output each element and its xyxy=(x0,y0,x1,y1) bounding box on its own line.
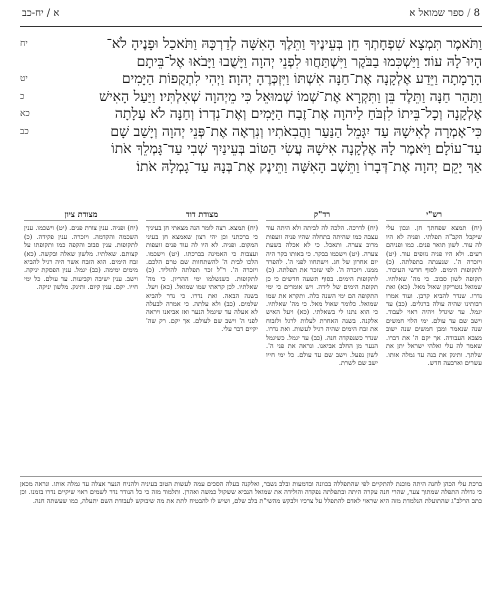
verse-number: כב xyxy=(20,126,29,137)
verse-text: הָיוּ־לָהּ עוֹד׃ וַיַּשְׁכִּמוּ בַבֹּקֶר וַיִּשְׁתַּחֲווּ לִפְנֵי יְהוָה וַיָּשֻׁבוּ וַיָּבֹאוּ אֶל־בֵּיתָם xyxy=(136,53,482,70)
column-title: מצודת דוד xyxy=(146,210,258,221)
column-text: (יח) ופניה. ענין צורת פנים. (יט) וישכמו. ענין השכמה והקדמה. ויזכרה. ענין פקידה. (כ) לתקופות. ענין סבוב והקפה כמו ותקופתו על קצותם. שאלתיו. מלשון שאלה ובקשה. (כא) זבח הימים. הוא הזבח אשר היה רגיל להביא מימים ימימה. (כב) יגמל. ענין הפסקת יניקה. וישב. ענין ישיבה וקביעות. עד עולם. כל ימי חייו. יקם. ענין קיום. ותינק. מלשון יניקה. xyxy=(24,224,138,292)
verse-number: כ xyxy=(20,91,25,102)
book-title: 8 / ספר שמואל א xyxy=(409,8,480,19)
verse-text: וַתֹּאמֶר תִּמְצָא שִׁפְחָתְךָ חֵן בְּעֵינֶיךָ וַתֵּלֶךְ הָאִשָּׁה לְדַרְכָּהּ וַתֹּאכַל וּפָנֶיהָ לֹא־ xyxy=(106,36,482,52)
book-name: ספר שמואל א xyxy=(409,8,464,19)
verse-line xyxy=(20,71,482,89)
verse-number xyxy=(20,159,34,177)
column-text: (יח) לדרכה. הלכה לה לביתה ולא היתה עוד עצבה כמו שהיתה בתחלה שהיו פניה זועפות מרוב צערה. ותאכל. כי לא אכלה בשעת צערה. (יט) וישכמו בבקר. כי באותו בקר היה יום אחרון של חג. וישתחוו לפני ה'. להפרד ממנו. ויזכרה ה'. לפי שזכר את תפלתה. (כ) לתקופות הימים. בסוף תשעה חדשים כי כן תקופת הימים של לידה. ויש אומרים כי ימי התקופה הם ימי השנה כלה. ותקרא את שמו שמואל. כלומר שאול מאל. כי מה' שאלתיו. כי הוא נתנו לי בשאלתי. (כא) ויעל האיש אלקנה. בשנה האחרת לעלות לרגל ולזבוח את זבח הימים שהיה רגיל לעשות. ואת נדרו. שנדר כשנפקדה חנה. (כב) עד יגמל. כשיגמל הנער מן החלב אביאנו. ונראה את פני ה'. לשון נפעל. וישב שם עד עולם. כל ימי חייו ישב שם לשרת. xyxy=(266,224,378,367)
column-text: (יח) תמצא. רצה לומר הנה מצאתי חן בעיניך כי ברכתני וכן יהי רצון שאמצא חן בעיני המקום. ופניה. לא היו לה עוד פנים זועפות ועצבות כי האמינה בברכתו. (יט) וישכמו. הלכו לבית ה' להשתחוות שם טרם הלכם. ויזכרה ה'. ר"ל זכר תפלתה להוליד. (כ) לתקופות. כשנשלמו ימי ההריון. כי מה' שאלתיו. לכן קראתי שמו שמואל. (כא) ויעל. בשנה הבאה. ואת נדרו. כי נדר להביא שלמים. (כב) ולא עלתה. כי אמרה לבעלה לא אעלה עד שיגמל הנער ואז אביאנו ויראה לפני ה' וישב שם לעולם. אך יקם. רק שה' יקיים דבר עלי. xyxy=(146,224,258,334)
verse-text: הָרָמָתָה וַיֵּדַע אֶלְקָנָה אֶת־חַנָּה אִשְׁתּוֹ וַיִּזְכְּרֶהָ יְהוָה׃ וַיְהִי לִתְקֻפוֹת הַיָּמִים xyxy=(121,71,482,87)
verse-number xyxy=(20,54,34,72)
page xyxy=(20,0,482,590)
verse-number xyxy=(20,141,34,159)
verse-text: כִּי־אָמְרָה לְאִישָׁהּ עַד יִגָּמֵל הַנַּעַר וַהֲבִאֹתִיו וְנִרְאָה אֶת־פְּנֵי יְהוָה וְיָשַׁב שָׁם xyxy=(110,123,482,140)
page-number: 8 xyxy=(473,8,480,19)
chapter-range: א / יח-כב xyxy=(22,8,60,19)
verse-line xyxy=(20,106,482,124)
verse-text: אַךְ יָקֵם יְהוָה אֶת־דְּבָרוֹ וַתֵּשֶׁב הָאִשָּׁה וַתֵּינֶק אֶת־בְּנָהּ עַד־גָמְלָהּ אֹתוֹ׃ xyxy=(136,158,482,175)
verse-line xyxy=(20,89,482,107)
column-title: רש"י xyxy=(386,210,482,221)
column-text: (יח) תמצא שפחתך חן. ונכון עלי שיקבל הקב"ה תפלתי. ופניה לא היו לה עוד. לשון תואר פנים. כמו ופניהם רעים. ולא היו פניה נזופים עוד. (יט) ויזכרה ה'. שנענתה בתפלתה. (כ) לתקופות הימים. לסוף חדשי העיבור. תקופה לשון סבוב. כי מה' שאלתיו. שמואל נוטריקון שאול מאל. (כא) ואת נדרו. שנדר להביא קרבן. ועוד אמרו רבותינו שהיה עולה ברגלים. (כב) עד יגמל. עד שיגדל ויהיה ראוי לעבוד. וישב שם עד עולם. ימי הלוי חמשים שנה שנאמר ומבן חמשים שנה ישוב מצבא העבודה. אך יקם ה' את דברו. שאמר לה עלי ואלהי ישראל יתן את שלתך. ותינק את בנה עד גמלה אותו. עשרים וארבעה חדש. xyxy=(386,224,482,367)
verse-line xyxy=(20,159,482,177)
verse-line xyxy=(20,141,482,159)
page-header xyxy=(20,6,482,27)
verse-text: אֶלְקָנָה וְכָל־בֵּיתוֹ לִזְבֹּחַ לַיהוָה אֶת־זֶבַח הַיָּמִים וְאֶת־נִדְרוֹ׃ וְחַנָּה לֹא עָלָתָה xyxy=(114,106,482,122)
column-title: מצודת ציון xyxy=(24,210,138,221)
verse-line xyxy=(20,124,482,142)
verse-text: עַד־עוֹלָם׃ וַיֹּאמֶר לָהּ אֶלְקָנָה אִישָׁהּ עֲשִׂי הַטּוֹב בְּעֵינַיִךְ שְׁבִי עַד־גָּמְלֵךְ אֹתוֹ xyxy=(111,141,482,157)
verse-line xyxy=(20,54,482,72)
verse-text: וַתַּהַר חַנָּה וַתֵּלֶד בֵּן וַתִּקְרָא אֶת־שְׁמוֹ שְׁמוּאֵל כִּי מֵיְהוָה שְׁאִלְתִּיו׃ וַיַּעַל הָאִישׁ xyxy=(99,88,482,105)
verse-number: יט xyxy=(20,74,28,84)
verse-number: יח xyxy=(20,39,28,49)
verse-block xyxy=(20,36,482,198)
bottom-commentary: ברכת עלי הכהן לחנה היתה מוכנת להתקיים לפי שהתפללה בכוונה ובדמעות ובלב נשבר, ואלקנה בעלה הסכים עמה לעשות הטוב בעיניה ולהניח הנער אצלה עד גמלה אותו. ונראה מכאן כי גדולה התפלה שמתוך צער, שהרי חנה עקרה היתה ובתפלתה נפקדה והולידה את שמואל הנביא ששקול כמשה ואהרן. ותלמוד מזה כי כל הנודר נדר לשמים ראוי שיקיים נדרו בזמנו. וכן כתב הרלב"ג שהתועלת הנלמדת מזה היא שראוי לאדם להתפלל על צרכיו ולבקש מהשי"ת בלב שלם, ושיש לו להבטיח לתת את מה שיבוקש לעבודת השם יתעלה, כמו שעשתה חנה. xyxy=(20,476,482,570)
verse-line xyxy=(20,36,482,54)
column-title: רד"ק xyxy=(266,210,378,221)
verse-number: כא xyxy=(20,109,30,119)
